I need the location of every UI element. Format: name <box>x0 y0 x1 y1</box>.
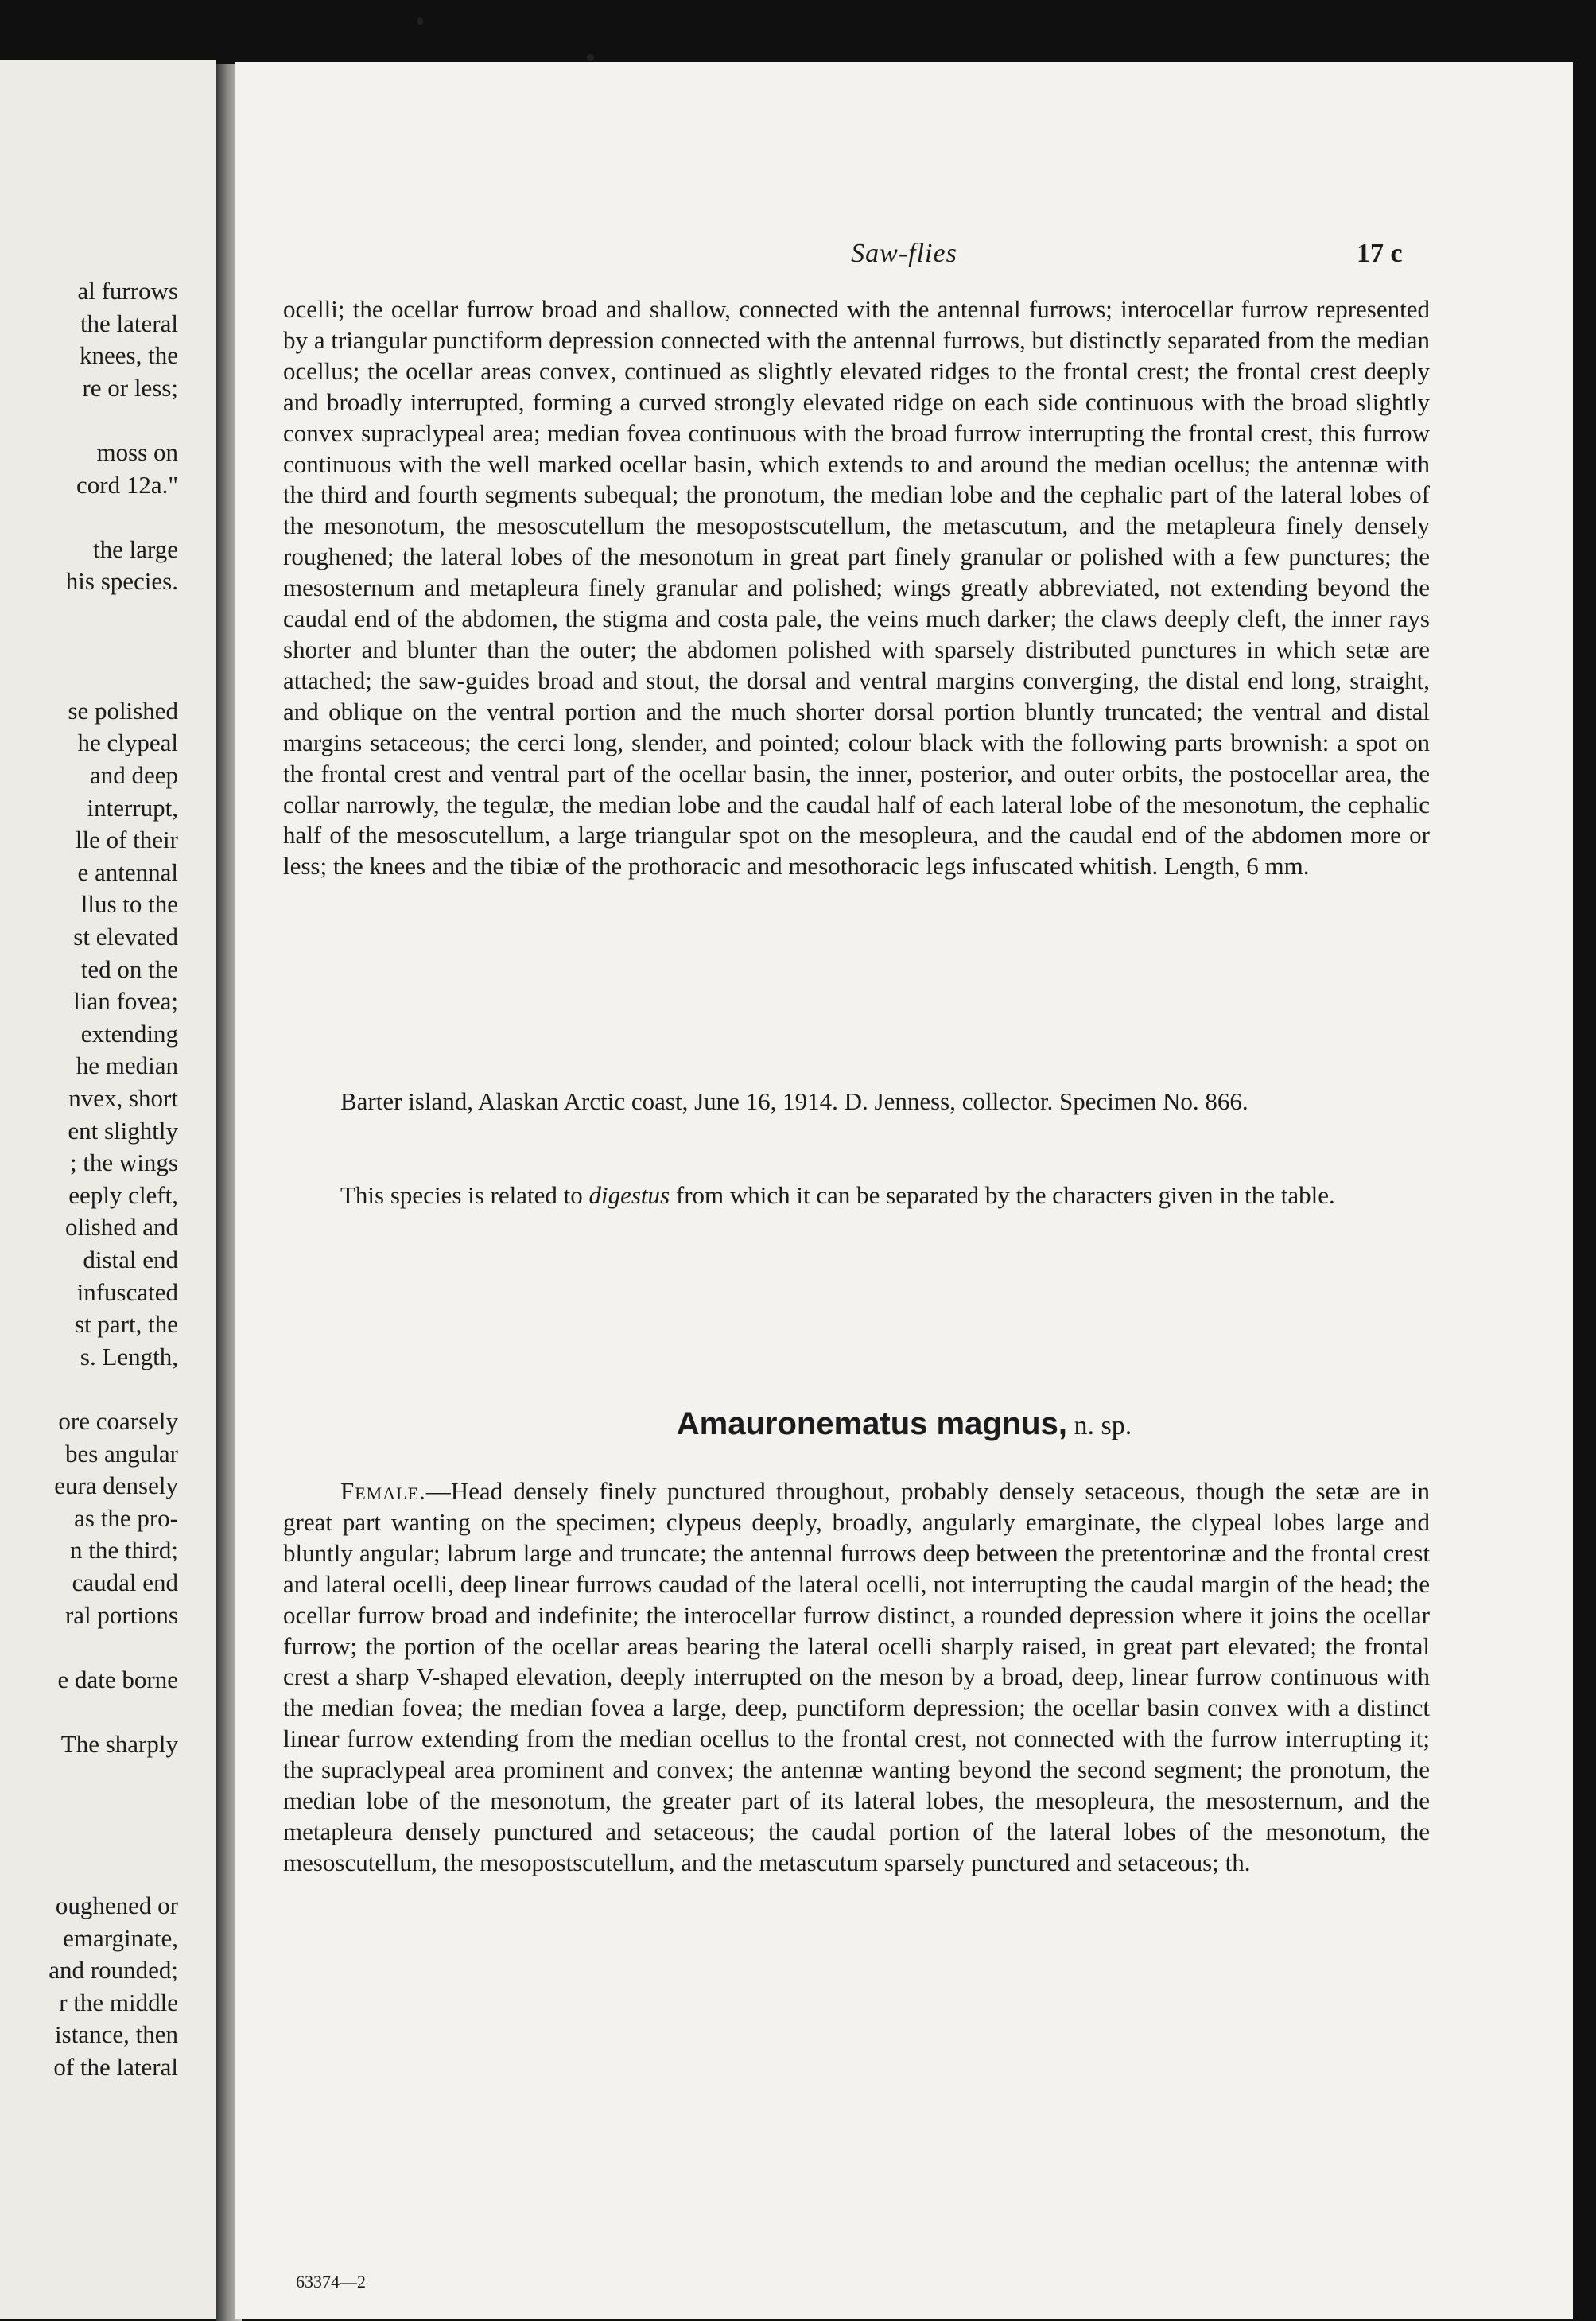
right-page <box>235 62 1573 2319</box>
left-page-line: n the third; <box>69 1536 178 1565</box>
left-page-line: ; the wings <box>69 1149 178 1177</box>
left-page-line: The sharply <box>60 1730 178 1758</box>
left-page-line: lian fovea; <box>73 987 178 1016</box>
left-page-line: r the middle <box>59 1988 178 2016</box>
female-lead: Female. <box>340 1477 426 1505</box>
left-page-line: interrupt, <box>87 793 178 822</box>
left-page-line: st elevated <box>73 923 178 951</box>
left-page-line: istance, then <box>55 2020 178 2049</box>
left-page-line: he clypeal <box>77 729 178 757</box>
left-page-line: re or less; <box>82 373 178 402</box>
left-page-line: eeply cleft, <box>68 1180 178 1209</box>
left-page-line: lle of their <box>75 826 178 854</box>
locality-block <box>283 1087 1430 1118</box>
left-page-line: al furrows <box>77 277 178 305</box>
left-page-line: eura densely <box>54 1472 178 1500</box>
left-page-line: and deep <box>89 761 178 789</box>
paragraph-relation <box>283 1180 1430 1211</box>
relation-block <box>283 1180 1430 1211</box>
left-page-line: his species. <box>65 567 178 596</box>
left-page-line: bes angular <box>64 1439 178 1468</box>
relation-text-pre: This species is related to <box>340 1181 589 1209</box>
species-heading-title: Amauronematus magnus, <box>676 1406 1067 1441</box>
left-page-line: infuscated <box>76 1277 178 1306</box>
left-page-fragment <box>0 60 216 2319</box>
paragraph-locality: Barter island, Alaskan Arctic coast, June 16, 1914. D. Jenness, collector. Specimen No. 866. <box>340 1087 1248 1115</box>
scan-speck <box>587 54 594 61</box>
left-page-line: extending <box>80 1019 178 1048</box>
species-heading-suffix: n. sp. <box>1066 1411 1132 1440</box>
female-description-block <box>283 1476 1430 1879</box>
left-page-line: the large <box>92 535 178 563</box>
left-page-line: llus to the <box>80 890 178 919</box>
left-page-line: e antennal <box>77 857 178 886</box>
species-name-italic: digestus <box>588 1181 670 1209</box>
left-page-line: st part, the <box>75 1310 178 1339</box>
left-page-line: s. Length, <box>80 1342 178 1370</box>
left-page-line: moss on <box>96 438 178 466</box>
left-page-line: se polished <box>68 696 178 725</box>
left-page-line: of the lateral <box>53 2053 178 2081</box>
scan-speck <box>417 17 423 25</box>
page-number: 17 c <box>1357 239 1403 268</box>
left-page-line: distal end <box>83 1246 178 1273</box>
left-page-line: the lateral <box>80 309 178 337</box>
relation-text-post: from which it can be separated by the characters given in the table. <box>670 1181 1335 1209</box>
left-page-line: oughened or <box>55 1891 178 1919</box>
description-continued <box>283 294 1430 882</box>
left-page-line: ted on the <box>80 954 178 983</box>
left-page-line: he median <box>76 1052 178 1080</box>
left-page-line: cord 12a." <box>76 470 178 499</box>
left-page-line: ral portions <box>64 1600 178 1629</box>
left-page-line: nvex, short <box>68 1084 178 1112</box>
left-page-line: emarginate, <box>63 1923 178 1952</box>
left-page-line: ore coarsely <box>58 1407 178 1435</box>
running-head: Saw-flies <box>851 239 957 268</box>
species-heading <box>235 1405 1573 1442</box>
left-page-line: knees, the <box>80 341 178 370</box>
left-page-line: olished and <box>64 1213 178 1242</box>
paragraph-female <box>283 1476 1430 1879</box>
paragraph-description: ocelli; the ocellar furrow broad and shallow, connected with the antennal furrows; interocellar furrow represented by a triangular punctiform depression connected with the antennal furrows, but distinctly separated from the median ocellus; the ocellar areas convex, continued as slightly elevated ridges to the frontal crest; the frontal crest deeply and broadly interrupted, forming a curved strongly elevated ridge on each side continuous with the broad slightly convex supraclypeal area; median fovea continuous with the broad furrow interrupting the frontal crest, this furrow continuous with the well marked ocellar basin, which extends to and around the median ocellus; the antennæ with the third and fourth segments subequal; the pronotum, the median lobe and the cephalic part of the lateral lobes of the mesonotum, the mesoscutellum the mesopostscutellum, the metascutum, and the metapleura finely densely roughened; the lateral lobes of the mesonotum in great part finely granular or polished with a few punctures; the mesosternum and metapleura finely granular and polished; wings greatly abbreviated, not extending beyond the caudal end of the abdomen, the stigma and costa pale, the veins much darker; the claws deeply cleft, the inner rays shorter and blunter than the outer; the abdomen polished with sparsely distributed punctures in which setæ are attached; the saw-guides broad and stout, the dorsal and ventral margins converging, the distal end long, straight, and oblique on the ventral portion and the much shorter dorsal portion bluntly truncated; the ventral and distal margins setaceous; the cerci long, slender, and pointed; colour black with the following parts brownish: a spot on the frontal crest and ventral part of the ocellar basin, the inner, posterior, and outer orbits, the postocellar area, the collar narrowly, the tegulæ, the median lobe and the caudal half of each lateral lobe of the mesonotum, the cephalic half of the mesoscutellum, a large triangular spot on the mesopleura, and the caudal end of the abdomen more or less; the knees and the tibiæ of the prothoracic and mesothoracic legs infuscated whitish. Length, 6 mm. <box>283 295 1430 881</box>
left-page-line: ent slightly <box>68 1116 178 1145</box>
female-text: —Head densely finely punctured throughout, probably densely setaceous, though the setæ are in great part wanting on the specimen; clypeus deeply, broadly, angularly emarginate, the clypeal lobes large and bluntly angular; labrum large and truncate; the antennal furrows deep between the pretentorinæ and the frontal crest and lateral ocelli, deep linear furrows caudad of the lateral ocelli, not interrupting the caudal margin of the head; the ocellar furrow broad and indefinite; the interocellar furrow distinct, a rounded depression where it joins the ocellar furrow; the portion of the ocellar areas bearing the lateral ocelli sharply raised, in great part elevated; the frontal crest a sharp V-shaped elevation, deeply interrupted on the meson by a broad, deep, linear furrow continuous with the median fovea; the median fovea a large, deep, punctiform depression; the ocellar basin convex with a distinct linear furrow extending from the median ocellus to the frontal crest, not connected with the furrow interrupting it; the supraclypeal area prominent and convex; the antennæ wanting beyond the second segment; the pronotum, the median lobe of the mesonotum, the greater part of its lateral lobes, the mesopleura, the mesosternum, and the metapleura densely punctured and setaceous; the caudal portion of the lateral lobes of the mesonotum, the mesoscutellum, the mesopostscutellum, and the metascutum sparsely punctured and setaceous; th. <box>283 1477 1430 1876</box>
left-page-line: and rounded; <box>49 1956 178 1985</box>
printer-code: 63374—2 <box>296 2272 366 2292</box>
left-page-line: e date borne <box>57 1665 178 1693</box>
left-page-line: as the pro- <box>74 1503 178 1532</box>
left-page-line: caudal end <box>72 1569 178 1596</box>
